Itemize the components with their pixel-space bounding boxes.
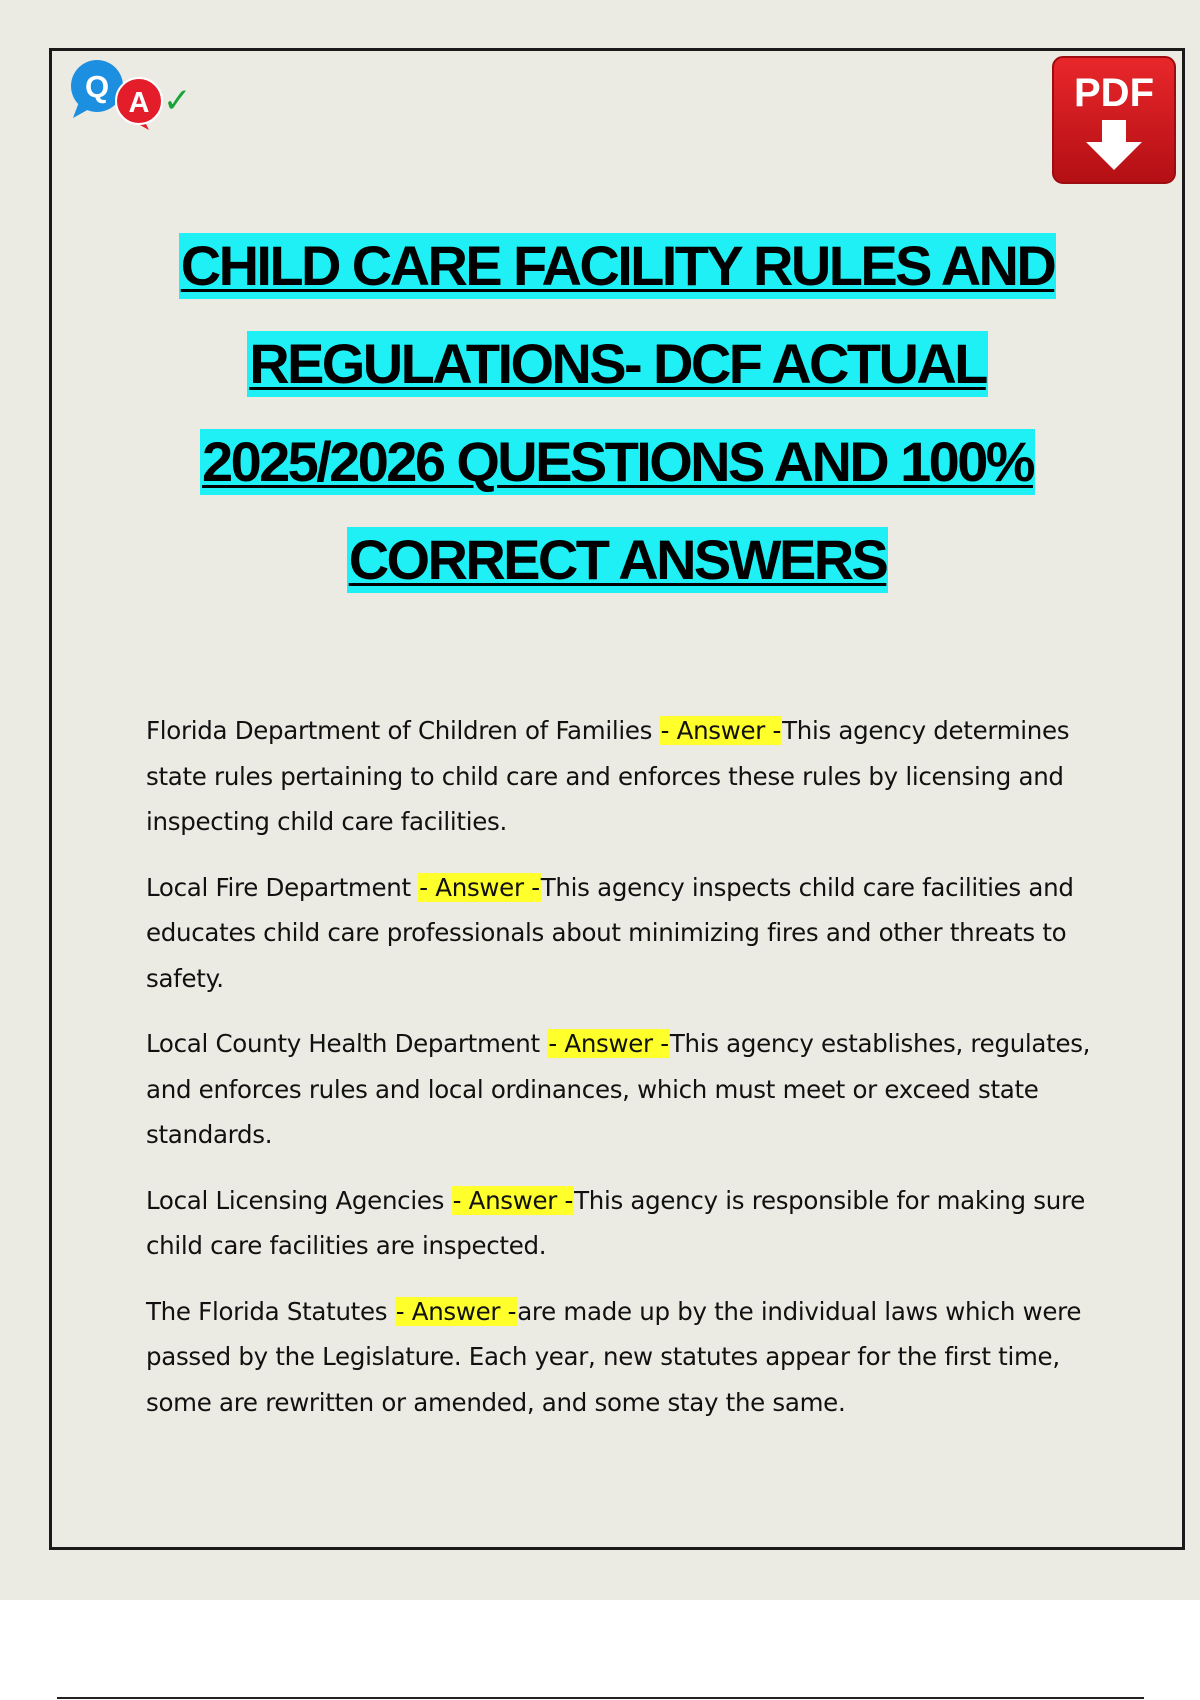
qa-definition: This agency inspects child care facilities and educates child care professionals about minimizing fires and other threats to safety.: [146, 872, 1074, 993]
q-letter: Q: [84, 69, 110, 104]
qa-item-local-licensing-agencies: [146, 1178, 1106, 1269]
check-mark-icon: ✓: [163, 81, 192, 121]
title-line-4: CORRECT ANSWERS: [348, 528, 887, 591]
pdf-download-icon: [1050, 54, 1178, 186]
title-line-3: 2025/2026 QUESTIONS AND 100%: [202, 430, 1033, 493]
qa-definition: are made up by the individual laws which were passed by the Legislature. Each year, new statutes appear for the first time, some are rewritten or amended, and some stay the same.: [146, 1296, 1082, 1417]
answer-label: - Answer -: [419, 872, 540, 902]
answer-label: - Answer -: [452, 1185, 574, 1215]
answer-label: - Answer -: [660, 716, 782, 745]
q-bubble-icon: [71, 60, 123, 118]
pdf-label: PDF: [1074, 71, 1154, 115]
next-page-divider: [57, 1697, 1144, 1699]
qa-term: Local Fire Department: [146, 872, 419, 902]
title-line-2: REGULATIONS- DCF ACTUAL: [249, 332, 986, 395]
qa-term: Florida Department of Children of Families: [146, 716, 660, 745]
document-title: [60, 232, 1175, 624]
qa-item-florida-dcf: [146, 708, 1106, 845]
qa-term: The Florida Statutes: [146, 1296, 395, 1326]
qa-term: Local County Health Department: [146, 1029, 548, 1058]
a-bubble-icon: [116, 78, 162, 130]
qa-list: [146, 708, 1106, 1445]
qa-item-florida-statutes: [146, 1289, 1106, 1426]
qa-definition: This agency establishes, regulates, and enforces rules and local ordinances, which must meet or exceed state standards.: [146, 1029, 1091, 1149]
title-line-1: CHILD CARE FACILITY RULES AND: [180, 234, 1055, 297]
qa-definition: This agency determines state rules pertaining to child care and enforces these rules by licensing and inspecting child care facilities.: [146, 716, 1070, 836]
qa-definition: This agency is responsible for making sure child care facilities are inspected.: [146, 1185, 1085, 1260]
a-letter: A: [128, 87, 150, 119]
answer-label: - Answer -: [548, 1029, 669, 1058]
answer-label: - Answer -: [395, 1296, 517, 1326]
qa-term: Local Licensing Agencies: [146, 1185, 452, 1215]
qa-item-county-health-department: [146, 1021, 1106, 1158]
qa-item-local-fire-department: [146, 865, 1106, 1002]
qa-logo-icon: [69, 56, 193, 132]
